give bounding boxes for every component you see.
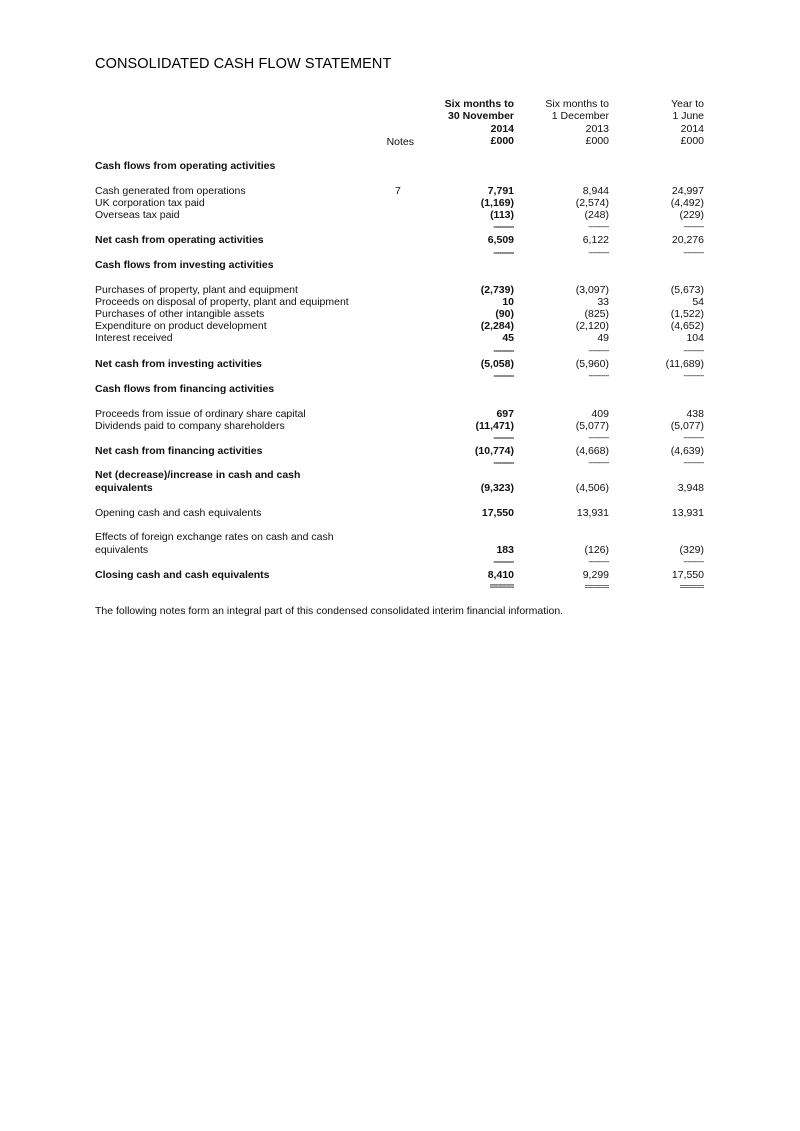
column-header-line: 2013	[585, 122, 609, 135]
value-2014-year: 20,276	[671, 234, 704, 246]
row-label: Net cash from investing activities	[95, 358, 262, 370]
subtotal-rule: ----------	[493, 224, 514, 230]
table-row	[0, 420, 800, 433]
row-label: Expenditure on product development	[95, 320, 267, 332]
value-2014-half: (5,058)	[480, 358, 514, 370]
value-2013-half: 9,299	[582, 569, 609, 581]
column-header-line: Year to	[671, 98, 704, 110]
value-2014-year: (11,689)	[665, 358, 704, 370]
column-header-line: 1 June	[672, 110, 704, 123]
value-2014-half: 697	[496, 408, 514, 420]
row-label: Interest received	[95, 332, 173, 344]
value-2014-year: (229)	[679, 209, 704, 221]
total-rule: ----------	[493, 373, 514, 379]
value-2013-half: (248)	[584, 209, 609, 221]
row-label: Net cash from operating activities	[95, 234, 264, 246]
net-operating-row	[0, 234, 800, 247]
opening-cash-row	[0, 507, 800, 520]
value-2014-half: (11,471)	[475, 420, 514, 432]
row-label: Proceeds on disposal of property, plant and equipment	[95, 296, 349, 308]
statement-title: CONSOLIDATED CASH FLOW STATEMENT	[95, 56, 392, 72]
value-2014-year: (4,492)	[670, 197, 704, 209]
value-2013-half: 409	[591, 408, 609, 420]
subtotal-rule: ----------	[493, 348, 514, 354]
value-2014-year: 54	[692, 296, 704, 308]
double-total-rule: ======	[584, 584, 609, 590]
value-2014-half: (10,774)	[474, 445, 514, 457]
value-2013-half: (5,960)	[575, 358, 609, 370]
value-2014-year: 438	[686, 408, 704, 420]
row-label: UK corporation tax paid	[95, 197, 205, 209]
table-row	[0, 332, 800, 345]
row-label: Dividends paid to company shareholders	[95, 420, 285, 432]
row-label: Purchases of other intangible assets	[95, 308, 265, 320]
value-2013-half: (4,506)	[575, 482, 609, 494]
fx-effect-row	[0, 544, 800, 557]
total-rule: ----------	[588, 250, 609, 256]
total-rule: ----------	[588, 373, 609, 379]
column-header-year-to-2014	[594, 98, 704, 148]
row-label: Cash generated from operations	[95, 185, 246, 197]
subtotal-rule: ----------	[588, 435, 609, 441]
value-2013-half: (2,574)	[575, 197, 609, 209]
value-2013-half: (3,097)	[575, 284, 609, 296]
label-line: Net (decrease)/increase in cash and cash	[95, 469, 301, 481]
value-2014-year: (5,673)	[670, 284, 704, 296]
row-label: Opening cash and cash equivalents	[95, 507, 262, 519]
value-2014-year: (1,522)	[670, 308, 704, 320]
column-header-six-months-2014	[404, 98, 514, 148]
column-header-line: Six months to	[444, 98, 514, 110]
row-label: Purchases of property, plant and equipment	[95, 284, 298, 296]
value-2014-year: 3,948	[677, 482, 704, 494]
value-2013-half: (126)	[584, 544, 609, 556]
value-2013-half: 49	[597, 332, 609, 344]
subtotal-rule: ----------	[493, 559, 514, 565]
net-investing-row	[0, 358, 800, 371]
column-header-line: £000	[680, 135, 704, 148]
label-line: equivalents	[95, 481, 153, 494]
value-2013-half: 33	[597, 296, 609, 308]
value-2014-half: (90)	[495, 308, 514, 320]
total-rule: ----------	[683, 460, 704, 466]
total-rule: ----------	[493, 250, 514, 256]
subtotal-rule: ----------	[683, 348, 704, 354]
value-2014-year: 13,931	[671, 507, 704, 519]
subtotal-rule: ----------	[683, 435, 704, 441]
value-2013-half: 13,931	[576, 507, 609, 519]
subtotal-rule: ----------	[588, 348, 609, 354]
value-2013-half: (5,077)	[575, 420, 609, 432]
net-financing-row	[0, 445, 800, 458]
total-rule: ----------	[683, 250, 704, 256]
value-2014-half: 10	[502, 296, 514, 308]
label-line: equivalents	[95, 543, 149, 556]
double-total-rule: ======	[679, 584, 704, 590]
subtotal-rule: ----------	[683, 559, 704, 565]
column-header-line: Six months to	[545, 98, 609, 110]
column-header-line: £000	[585, 135, 609, 148]
net-change-row	[0, 482, 800, 495]
table-row	[0, 209, 800, 222]
value-2014-year: (4,652)	[670, 320, 704, 332]
column-header-line: £000	[490, 135, 514, 148]
column-header-line: 30 November	[448, 110, 514, 123]
value-2014-half: 6,509	[487, 234, 514, 246]
value-2014-year: (4,639)	[670, 445, 704, 457]
footer-note: The following notes form an integral part of this condensed consolidated interim financial information.	[95, 605, 564, 617]
row-label: Proceeds from issue of ordinary share capital	[95, 408, 306, 420]
value-2014-half: 7,791	[487, 185, 514, 197]
value-2014-half: 8,410	[487, 569, 514, 581]
column-header-line: 2014	[680, 122, 704, 135]
value-2013-half: (2,120)	[575, 320, 609, 332]
subtotal-rule: ----------	[493, 435, 514, 441]
subtotal-rule: ----------	[683, 224, 704, 230]
total-rule: ----------	[683, 373, 704, 379]
value-2013-half: (825)	[584, 308, 609, 320]
value-2014-half: 183	[496, 544, 514, 556]
value-2014-half: 45	[502, 332, 514, 344]
value-2014-year: 17,550	[671, 569, 704, 581]
label-line: Effects of foreign exchange rates on cash and cash	[95, 531, 334, 543]
column-header-line: 1 December	[551, 110, 609, 123]
section-heading-investing: Cash flows from investing activities	[95, 259, 274, 271]
row-label: Closing cash and cash equivalents	[95, 569, 270, 581]
value-2013-half: 8,944	[582, 185, 609, 197]
row-label: Net cash from financing activities	[95, 445, 263, 457]
value-2014-year: (329)	[679, 544, 704, 556]
value-2014-year: 24,997	[671, 185, 704, 197]
value-2014-half: (1,169)	[480, 197, 514, 209]
total-rule: ----------	[493, 460, 514, 466]
value-2014-half: 17,550	[481, 507, 514, 519]
row-label: Overseas tax paid	[95, 209, 180, 221]
value-2014-year: (5,077)	[670, 420, 704, 432]
value-2013-half: 6,122	[582, 234, 609, 246]
row-note: 7	[395, 185, 401, 197]
total-rule: ----------	[588, 460, 609, 466]
subtotal-rule: ----------	[588, 224, 609, 230]
subtotal-rule: ----------	[588, 559, 609, 565]
value-2014-half: (9,323)	[480, 482, 514, 494]
notes-header-label: Notes	[386, 136, 414, 148]
value-2014-half: (2,739)	[480, 284, 514, 296]
value-2013-half: (4,668)	[575, 445, 609, 457]
section-heading-financing: Cash flows from financing activities	[95, 383, 275, 395]
value-2014-half: (113)	[490, 209, 514, 221]
column-header-line: 2014	[490, 122, 514, 135]
double-total-rule: ======	[489, 584, 514, 590]
value-2014-half: (2,284)	[480, 320, 514, 332]
value-2014-year: 104	[686, 332, 704, 344]
column-header-six-months-2013	[499, 98, 609, 148]
closing-cash-row	[0, 569, 800, 582]
section-heading-operating: Cash flows from operating activities	[95, 160, 276, 172]
